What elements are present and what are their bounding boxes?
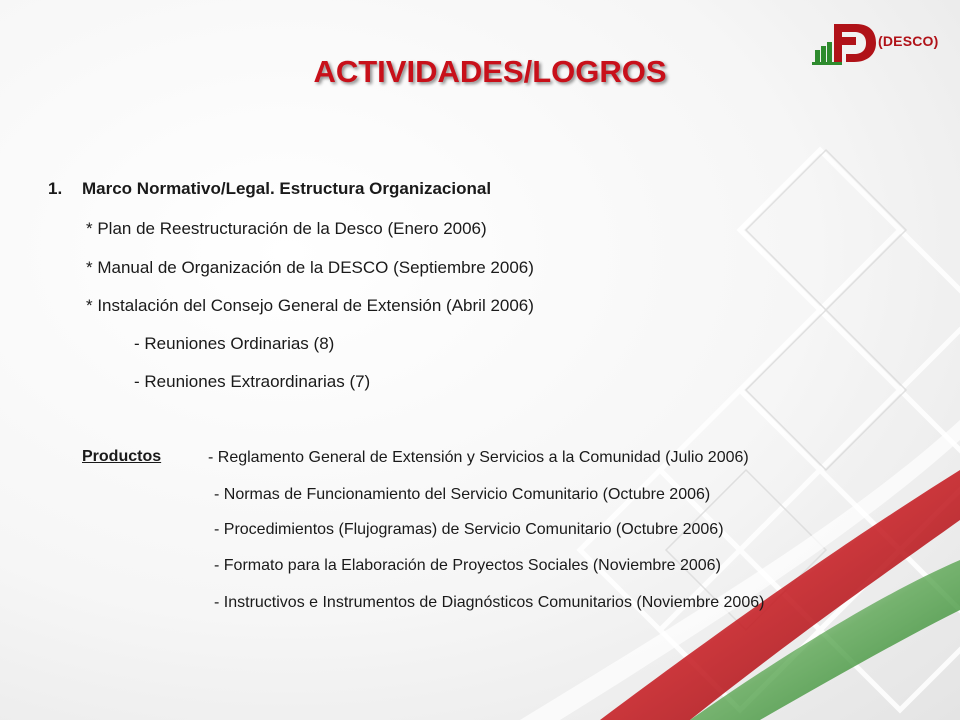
- producto-item: - Formato para la Elaboración de Proyectos Sociales (Noviembre 2006): [214, 557, 721, 574]
- section-item: * Plan de Reestructuración de la Desco (Enero 2006): [86, 219, 487, 238]
- section-number: 1.: [48, 179, 63, 198]
- section-subitem: - Reuniones Ordinarias (8): [134, 334, 335, 353]
- section-heading: [48, 179, 491, 199]
- producto-item: - Instructivos e Instrumentos de Diagnósticos Comunitarios (Noviembre 2006): [214, 594, 765, 611]
- logo-text: (DESCO): [878, 33, 939, 49]
- producto-item: - Reglamento General de Extensión y Servicios a la Comunidad (Julio 2006): [208, 449, 749, 466]
- productos-label: Productos: [82, 448, 162, 465]
- producto-item: - Procedimientos (Flujogramas) de Servicio Comunitario (Octubre 2006): [214, 521, 724, 538]
- page-title: ACTIVIDADES/LOGROS: [313, 54, 667, 89]
- producto-item: - Normas de Funcionamiento del Servicio Comunitario (Octubre 2006): [214, 486, 711, 503]
- section-heading-text: Marco Normativo/Legal. Estructura Organizacional: [82, 179, 492, 198]
- section-subitem: - Reuniones Extraordinarias (7): [134, 372, 371, 391]
- section-item: * Manual de Organización de la DESCO (Septiembre 2006): [86, 258, 534, 277]
- section-item: * Instalación del Consejo General de Extensión (Abril 2006): [86, 296, 534, 315]
